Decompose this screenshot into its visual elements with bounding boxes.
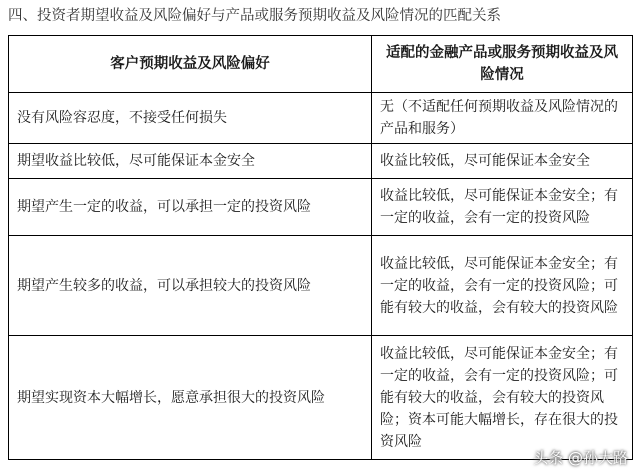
table-row bbox=[9, 144, 633, 179]
table-row bbox=[9, 236, 633, 336]
preference-cell: 期望产生一定的收益，可以承担一定的投资风险 bbox=[9, 179, 372, 236]
product-cell: 收益比较低，尽可能保证本金安全；有一定的收益，会有一定的投资风险；可能有较大的收益，会有较大的投资风险 bbox=[372, 236, 633, 336]
product-cell: 无（不适配任何预期收益及风险情况的产品和服务） bbox=[372, 93, 633, 144]
table-row bbox=[9, 93, 633, 144]
header-client-preference: 客户预期收益及风险偏好 bbox=[9, 36, 372, 93]
watermark-label: 头条 @孙大路 bbox=[533, 449, 628, 467]
product-cell: 收益比较低，尽可能保证本金安全；有一定的收益，会有一定的投资风险 bbox=[372, 179, 633, 236]
risk-matching-table bbox=[8, 35, 633, 460]
preference-cell: 没有风险容忍度，不接受任何损失 bbox=[9, 93, 372, 144]
product-cell: 收益比较低，尽可能保证本金安全 bbox=[372, 144, 633, 179]
product-cell: 收益比较低，尽可能保证本金安全；有一定的收益，会有一定的投资风险；可能有较大的收益，会有较大的投资风险；资本可能大幅增长，存在很大的投资风险 bbox=[372, 336, 633, 460]
section-heading: 四、投资者期望收益及风险偏好与产品或服务预期收益及风险情况的匹配关系 bbox=[8, 8, 501, 24]
preference-cell: 期望实现资本大幅增长，愿意承担很大的投资风险 bbox=[9, 336, 372, 460]
preference-cell: 期望产生较多的收益，可以承担较大的投资风险 bbox=[9, 236, 372, 336]
table-row bbox=[9, 179, 633, 236]
table-row bbox=[9, 336, 633, 460]
table-header-row bbox=[9, 36, 633, 93]
preference-cell: 期望收益比较低，尽可能保证本金安全 bbox=[9, 144, 372, 179]
header-matched-product: 适配的金融产品或服务预期收益及风险情况 bbox=[372, 36, 633, 93]
